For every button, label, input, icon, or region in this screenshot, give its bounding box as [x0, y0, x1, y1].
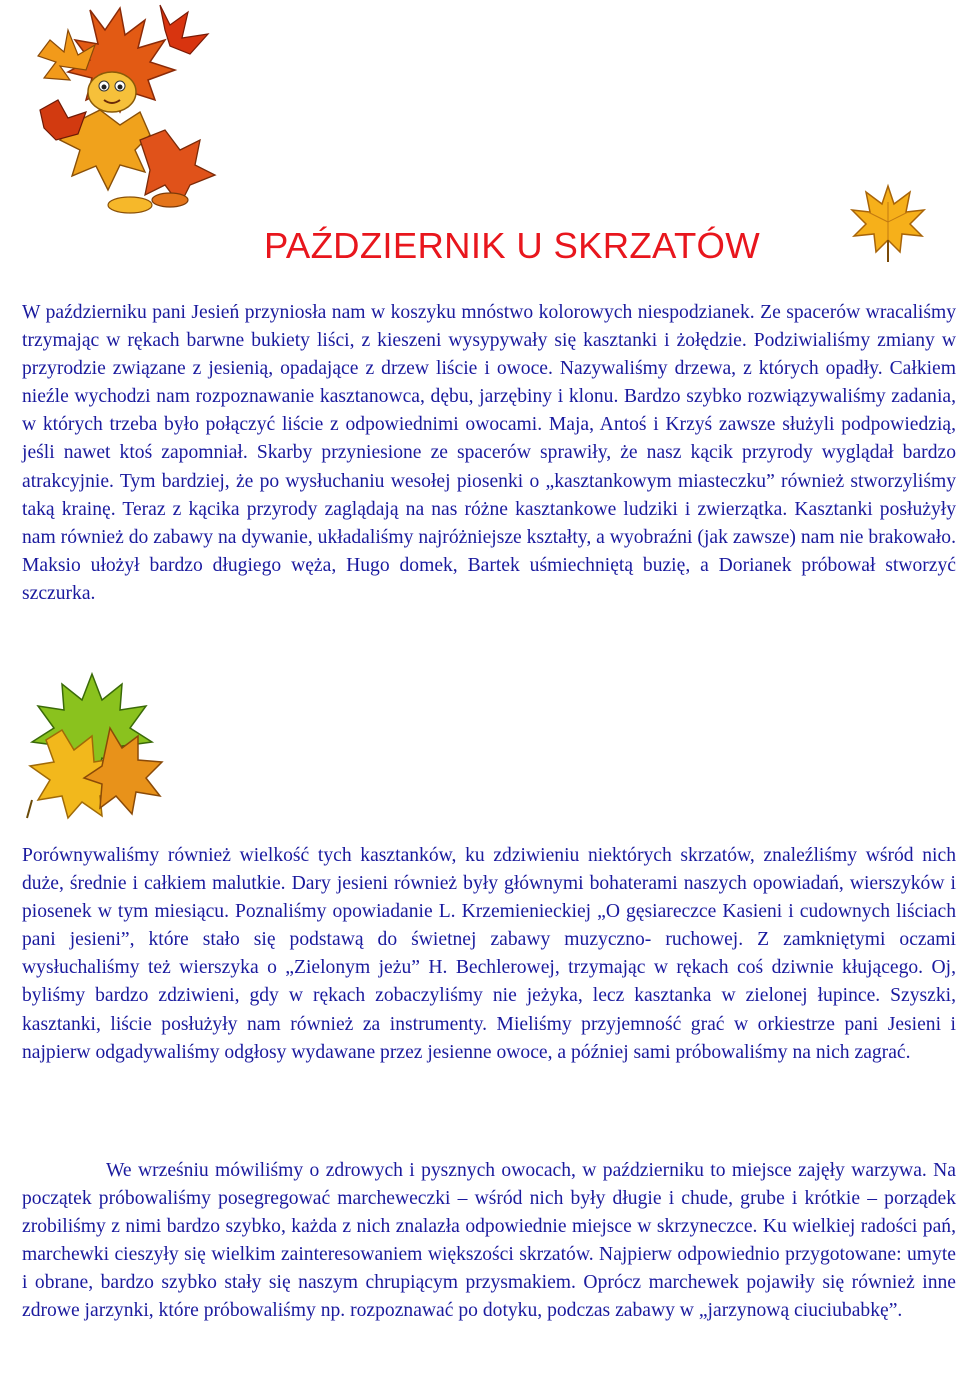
autumn-leaf-squirrel-illustration — [20, 0, 238, 218]
paragraph-vegetables: We wrześniu mówiliśmy o zdrowych i pysznych owocach, w październiku to miejsce zajęły warzywa. Na początek próbowaliśmy posegregować marcheweczki – wśród nich były długie i chude, grube i krótkie – porządek zrobiliśmy z nimi bardzo szybko, każda z nich znalazła odpowiednie miejsce w skrzyneczce. Ku wielkiej radości pań, marchewki cieszyły się wielkim zainteresowaniem większości skrzatów. Najpierw odpowiednio przygotowane: umyte i obrane, bardzo szybko stały się naszym chrupiącym przysmakiem. Oprócz marchewek pojawiły się również inne zdrowe jarzynki, które próbowaliśmy np. rozpoznawać po dotyku, podczas zabawy w „jarzynową ciuciubabkę”. — [22, 1160, 956, 1322]
page-title: PAŹDZIERNIK U SKRZATÓW — [264, 225, 760, 266]
paragraph-october-activities: W październiku pani Jesień przyniosła nam w koszyku mnóstwo kolorowych niespodzianek. Ze spacerów wracaliśmy trzymając w rękach barwne bukiety liści, z kieszeni wysypywały się kasztanki i żołędzie. Podziwialiśmy zmiany w przyrodzie związane z jesienią, opadające z drzew liście i owoce. Nazywaliśmy drzewa, z których opadły. Całkiem nieźle wychodzi nam rozpoznawanie kasztanowca, dębu, jarzębiny i klonu. Bardzo szybko rozwiązywaliśmy zadania, w których trzeba było połączyć liście z odpowiednimi owocami. Maja, Antoś i Krzyś zawsze służyli podpowiedzią, jeśli nawet ktoś zapomniał. Skarby przyniesione ze spacerów sprawiły, że nasz kącik przyrody wyglądał bardzo atrakcyjnie. Tym bardziej, że po wysłuchaniu wesołej piosenki o „kasztankowym miasteczku” również stworzyliśmy taką krainę. Teraz z kącika przyrody zaglądają na nas różne kasztankowe ludziki i zwierzątka. Kasztanki posłużyły nam również do zabawy na dywanie, układaliśmy najróżniejsze kształty, a wyobraźni (jak zawsze) nam nie brakowało. Maksio ułożył bardzo długiego węża, Hugo domek, Bartek uśmiechniętą buzię, a Dorianek próbował stworzyć szczurka. — [22, 302, 956, 604]
maple-leaves-illustration — [22, 670, 172, 820]
paragraph-chestnuts-stories: Porównywaliśmy również wielkość tych kasztanków, ku zdziwieniu niektórych skrzatów, znaleźliśmy wśród nich duże, średnie i całkiem malutkie. Dary jesieni również były głównymi bohaterami naszych opowiadań, wierszyków i piosenek w tym miesiącu. Poznaliśmy opowiadanie L. Krzemienieckiej „O gęsiareczce Kasieni i cudownych liściach pani jesieni”, które stało się podstawą do świetnej zabawy muzyczno- ruchowej. Z zamkniętymi oczami wysłuchaliśmy też wierszyka o „Zielonym jeżu” H. Bechlerowej, trzymając w rękach coś dziwnie kłującego. Oj, byliśmy bardzo zdziwieni, gdy w rękach zobaczyliśmy nie jeżyka, lecz kasztanka w zielonej łupince. Szyszki, kasztanki, liście posłużyły nam również za instrumenty. Mieliśmy przyjemność grać w orkiestrze pani Jesieni i najpierw odgadywaliśmy odgłosy wydawane przez jesienne owoce, a później sami próbowaliśmy na nich zagrać. — [22, 845, 956, 1063]
